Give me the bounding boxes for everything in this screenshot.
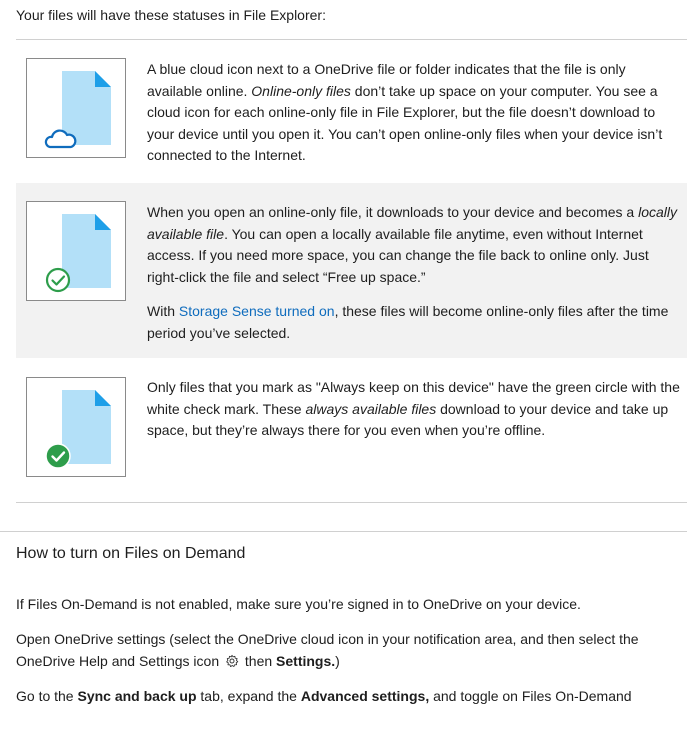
status-row-locally-available [16,183,687,358]
file-icon [27,202,127,302]
instruction-paragraph: If Files On-Demand is not enabled, make sure you’re signed in to OneDrive on your device. [16,596,581,612]
section-heading: How to turn on Files on Demand [16,545,246,562]
status-description: Only files that you mark as "Always keep on this device" have the green circle with the white check mark. These always available files download to your device and take up space, but they’re always there for you even when you’re offline. [147,379,680,438]
section-divider [0,531,687,532]
file-icon [27,378,127,478]
status-thumbnail [26,377,126,477]
check-filled-icon [46,444,70,468]
status-description: When you open an online-only file, it downloads to your device and becomes a locally available file. You can open a locally available file anytime, even without Internet access. If you need more space, you can change the file back to online only. Just right-click the file and select “Free up space.” With Storage Sense turned on, these files will become online-only files after the time period you’ve selected. [147,204,677,341]
intro-text: Your files will have these statuses in File Explorer: [16,7,326,23]
file-icon [27,59,127,159]
instruction-paragraph: Open OneDrive settings (select the OneDrive cloud icon in your notification area, and then select the OneDrive Help and Settings icon then Settings.) [16,631,639,669]
divider [16,502,687,503]
status-description: A blue cloud icon next to a OneDrive file or folder indicates that the file is only available online. Online-only files don’t take up space on your computer. You see a cloud icon for each online-only file in File Explorer, but the file doesn’t download to your device until you open it. You can’t open online-only files when your device isn’t connected to the Internet. [147,61,663,163]
storage-sense-link[interactable]: Storage Sense turned on [178,303,335,319]
status-thumbnail [26,201,126,301]
status-row-always-available [16,358,687,502]
status-row-online-only [16,40,687,183]
gear-icon [225,654,239,668]
status-thumbnail [26,58,126,158]
check-outline-icon [47,269,69,291]
instruction-paragraph: Go to the Sync and back up tab, expand the Advanced settings, and toggle on Files On-Demand [16,688,632,704]
